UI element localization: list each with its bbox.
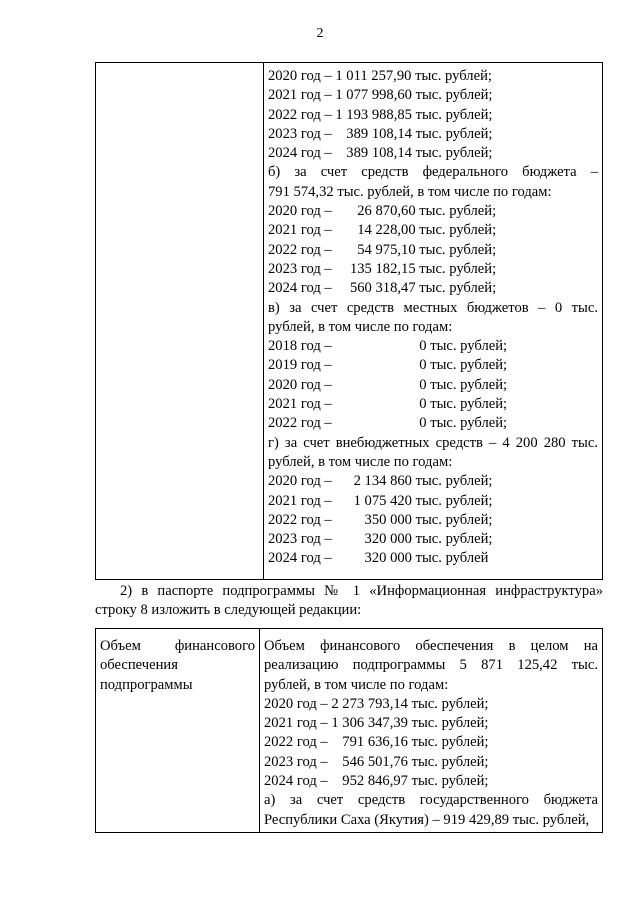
- financing-line: 2024 год – 952 846,97 тыс. рублей;: [264, 773, 489, 790]
- financing-line: 2022 год – 54 975,10 тыс. рублей;: [268, 241, 497, 258]
- financing-line: 2023 год – 546 501,76 тыс. рублей;: [264, 753, 489, 770]
- financing-line: 2021 год – 14 228,00 тыс. рублей;: [268, 222, 497, 239]
- table2-left-cell: [100, 637, 255, 695]
- financing-line: 2020 год – 0 тыс. рублей;: [268, 376, 508, 393]
- table2-column-divider: [259, 629, 260, 832]
- subprogram-financing-table: [95, 628, 603, 833]
- financing-line: Объем финансового обеспечения в целом на: [264, 638, 598, 654]
- financing-line: Республики Саха (Якутия) – 919 429,89 тыс. рублей,: [264, 811, 590, 828]
- financing-line: в) за счет средств местных бюджетов – 0 тыс.: [268, 299, 598, 316]
- page-number: 2: [316, 26, 324, 41]
- row-label-line: Объем финансового: [100, 638, 255, 654]
- financing-line: 2020 год – 26 870,60 тыс. рублей;: [268, 203, 497, 220]
- row-label-line: обеспечения: [100, 657, 178, 674]
- amendment-paragraph: [95, 582, 603, 621]
- table1-right-cell: [268, 67, 598, 569]
- financing-line: 2023 год – 389 108,14 тыс. рублей;: [268, 125, 493, 142]
- financing-line: 2021 год – 1 306 347,39 тыс. рублей;: [264, 715, 489, 732]
- table2-right-cell: [264, 637, 598, 830]
- financing-line: 2022 год – 0 тыс. рублей;: [268, 415, 508, 432]
- financing-line: 2020 год – 1 011 257,90 тыс. рублей;: [268, 68, 492, 84]
- paragraph-line-2: строку 8 изложить в следующей редакции:: [95, 602, 362, 619]
- table1-column-divider: [263, 63, 264, 579]
- financing-line: г) за счет внебюджетных средств – 4 200 280 тыс.: [268, 434, 598, 451]
- financing-line: реализацию подпрограммы 5 871 125,42 тыс.: [264, 657, 598, 674]
- financing-line: 2021 год – 0 тыс. рублей;: [268, 396, 508, 413]
- financing-line: 2020 год – 2 134 860 тыс. рублей;: [268, 473, 493, 490]
- financing-line: 2024 год – 389 108,14 тыс. рублей;: [268, 145, 493, 162]
- financing-table-continued: [95, 62, 603, 580]
- financing-line: 2023 год – 135 182,15 тыс. рублей;: [268, 260, 497, 277]
- financing-line: 2024 год – 560 318,47 тыс. рублей;: [268, 280, 497, 297]
- financing-line: 2021 год – 1 075 420 тыс. рублей;: [268, 492, 493, 509]
- paragraph-line-1: 2) в паспорте подпрограммы № 1 «Информационная инфраструктура»: [120, 583, 603, 599]
- financing-line: 2018 год – 0 тыс. рублей;: [268, 338, 508, 355]
- financing-line: рублей, в том числе по годам:: [264, 676, 449, 693]
- financing-line: 2022 год – 350 000 тыс. рублей;: [268, 511, 493, 528]
- financing-line: 2022 год – 791 636,16 тыс. рублей;: [264, 734, 489, 751]
- financing-line: б) за счет средств федерального бюджета –: [268, 164, 598, 181]
- financing-line: 2021 год – 1 077 998,60 тыс. рублей;: [268, 87, 493, 104]
- financing-line: 2022 год – 1 193 988,85 тыс. рублей;: [268, 106, 493, 123]
- financing-line: рублей, в том числе по годам:: [268, 318, 453, 335]
- financing-line: 2019 год – 0 тыс. рублей;: [268, 357, 508, 374]
- financing-line: рублей, в том числе по годам:: [268, 453, 453, 470]
- financing-line: 2024 год – 320 000 тыс. рублей: [268, 550, 489, 567]
- row-label-line: подпрограммы: [100, 676, 193, 693]
- financing-line: 2023 год – 320 000 тыс. рублей;: [268, 531, 493, 548]
- financing-line: 791 574,32 тыс. рублей, в том числе по годам:: [268, 183, 552, 200]
- financing-line: 2020 год – 2 273 793,14 тыс. рублей;: [264, 695, 489, 712]
- financing-line: а) за счет средств государственного бюджета: [264, 792, 598, 809]
